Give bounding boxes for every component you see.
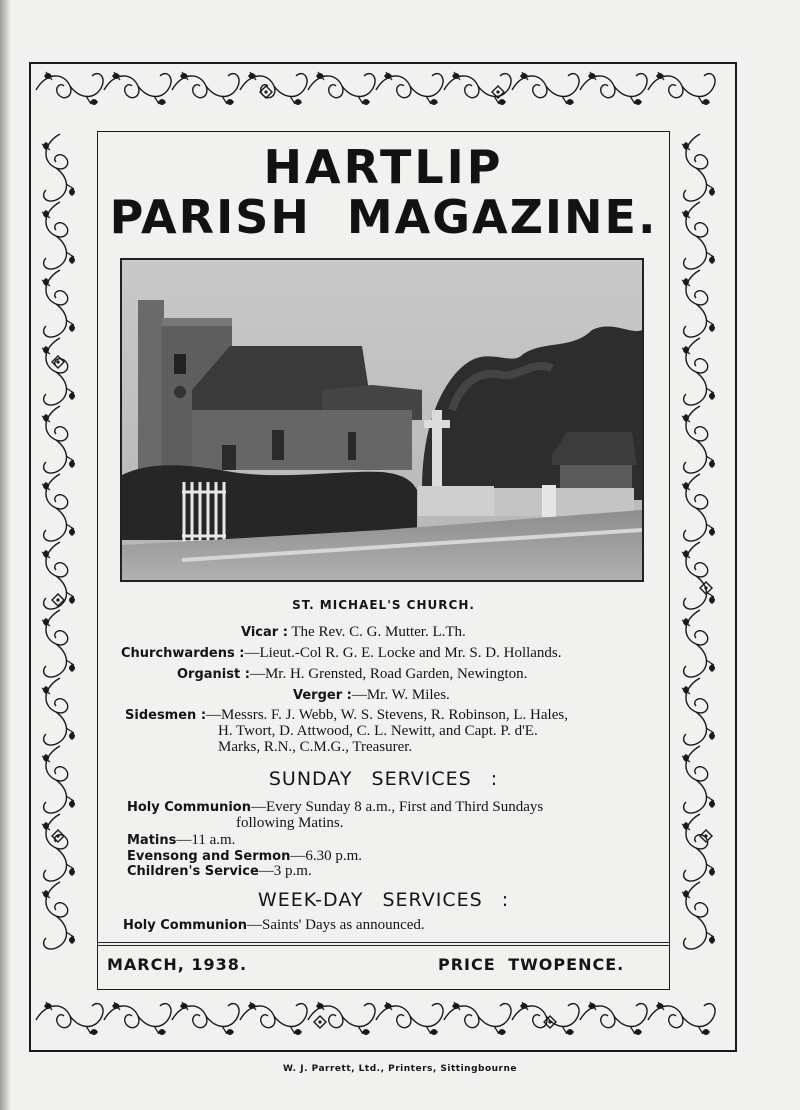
evensong-label: Evensong and Sermon bbox=[127, 849, 291, 864]
sunday-holy-communion-label: Holy Communion bbox=[127, 800, 251, 815]
organist-value: —Mr. H. Grensted, Road Garden, Newington. bbox=[249, 666, 528, 682]
childrens-service-value: —3 p.m. bbox=[258, 863, 312, 879]
churchwardens-value: —Lieut.-Col R. G. E. Locke and Mr. S. D. Hollands. bbox=[244, 645, 562, 661]
weekday-holy-communion-label: Holy Communion bbox=[123, 918, 247, 933]
church-photograph bbox=[120, 258, 644, 582]
evensong-value: —6.30 p.m. bbox=[290, 848, 363, 864]
childrens-service-line bbox=[127, 863, 312, 880]
sidesmen-value-1: —Messrs. F. J. Webb, W. S. Stevens, R. Robinson, L. Hales, bbox=[206, 707, 568, 723]
sunday-holy-communion-value-2: following Matins. bbox=[236, 815, 344, 831]
organist-label: Organist : bbox=[177, 667, 250, 682]
church-illustration bbox=[122, 260, 642, 580]
weekday-holy-communion-value: —Saints' Days as announced. bbox=[246, 917, 425, 933]
matins-label: Matins bbox=[127, 833, 177, 848]
vicar-label: Vicar : bbox=[241, 625, 288, 640]
verger-label: Verger : bbox=[293, 688, 352, 703]
divider-rule-lower bbox=[97, 945, 670, 946]
sunday-holy-communion-line bbox=[127, 799, 543, 816]
magazine-title-line-1: HARTLIP bbox=[263, 140, 504, 194]
sunday-services-heading: SUNDAY SERVICES : bbox=[268, 768, 499, 790]
organist-line bbox=[177, 666, 527, 683]
childrens-service-label: Children's Service bbox=[127, 864, 259, 879]
issue-price: PRICE TWOPENCE. bbox=[438, 955, 625, 974]
issue-date: MARCH, 1938. bbox=[107, 955, 248, 974]
vicar-line bbox=[241, 624, 466, 641]
weekday-holy-communion-line bbox=[123, 917, 425, 934]
sunday-holy-communion-value: —Every Sunday 8 a.m., First and Third Sundays bbox=[250, 799, 544, 815]
churchwardens-line bbox=[121, 645, 562, 662]
sidesmen-value-3: Marks, R.N., C.M.G., Treasurer. bbox=[218, 739, 413, 755]
printer-imprint: W. J. Parrett, Ltd., Printers, Sittingbourne bbox=[282, 1064, 518, 1074]
vicar-value: The Rev. C. G. Mutter. L.Th. bbox=[287, 624, 466, 640]
verger-value: —Mr. W. Miles. bbox=[351, 687, 450, 703]
matins-value: —11 a.m. bbox=[176, 832, 236, 848]
photo-caption: ST. MICHAEL'S CHURCH. bbox=[292, 598, 475, 612]
sidesmen-line bbox=[125, 707, 568, 724]
sidesmen-value-2: H. Twort, D. Attwood, C. L. Newitt, and Capt. P. d'E. bbox=[218, 723, 538, 739]
weekday-services-heading: WEEK-DAY SERVICES : bbox=[257, 889, 510, 911]
matins-line bbox=[127, 832, 235, 849]
magazine-title-line-2: PARISH MAGAZINE. bbox=[109, 190, 658, 244]
churchwardens-label: Churchwardens : bbox=[121, 646, 245, 661]
divider-rule-upper bbox=[97, 942, 670, 943]
verger-line bbox=[293, 687, 450, 704]
sidesmen-label: Sidesmen : bbox=[125, 708, 207, 723]
